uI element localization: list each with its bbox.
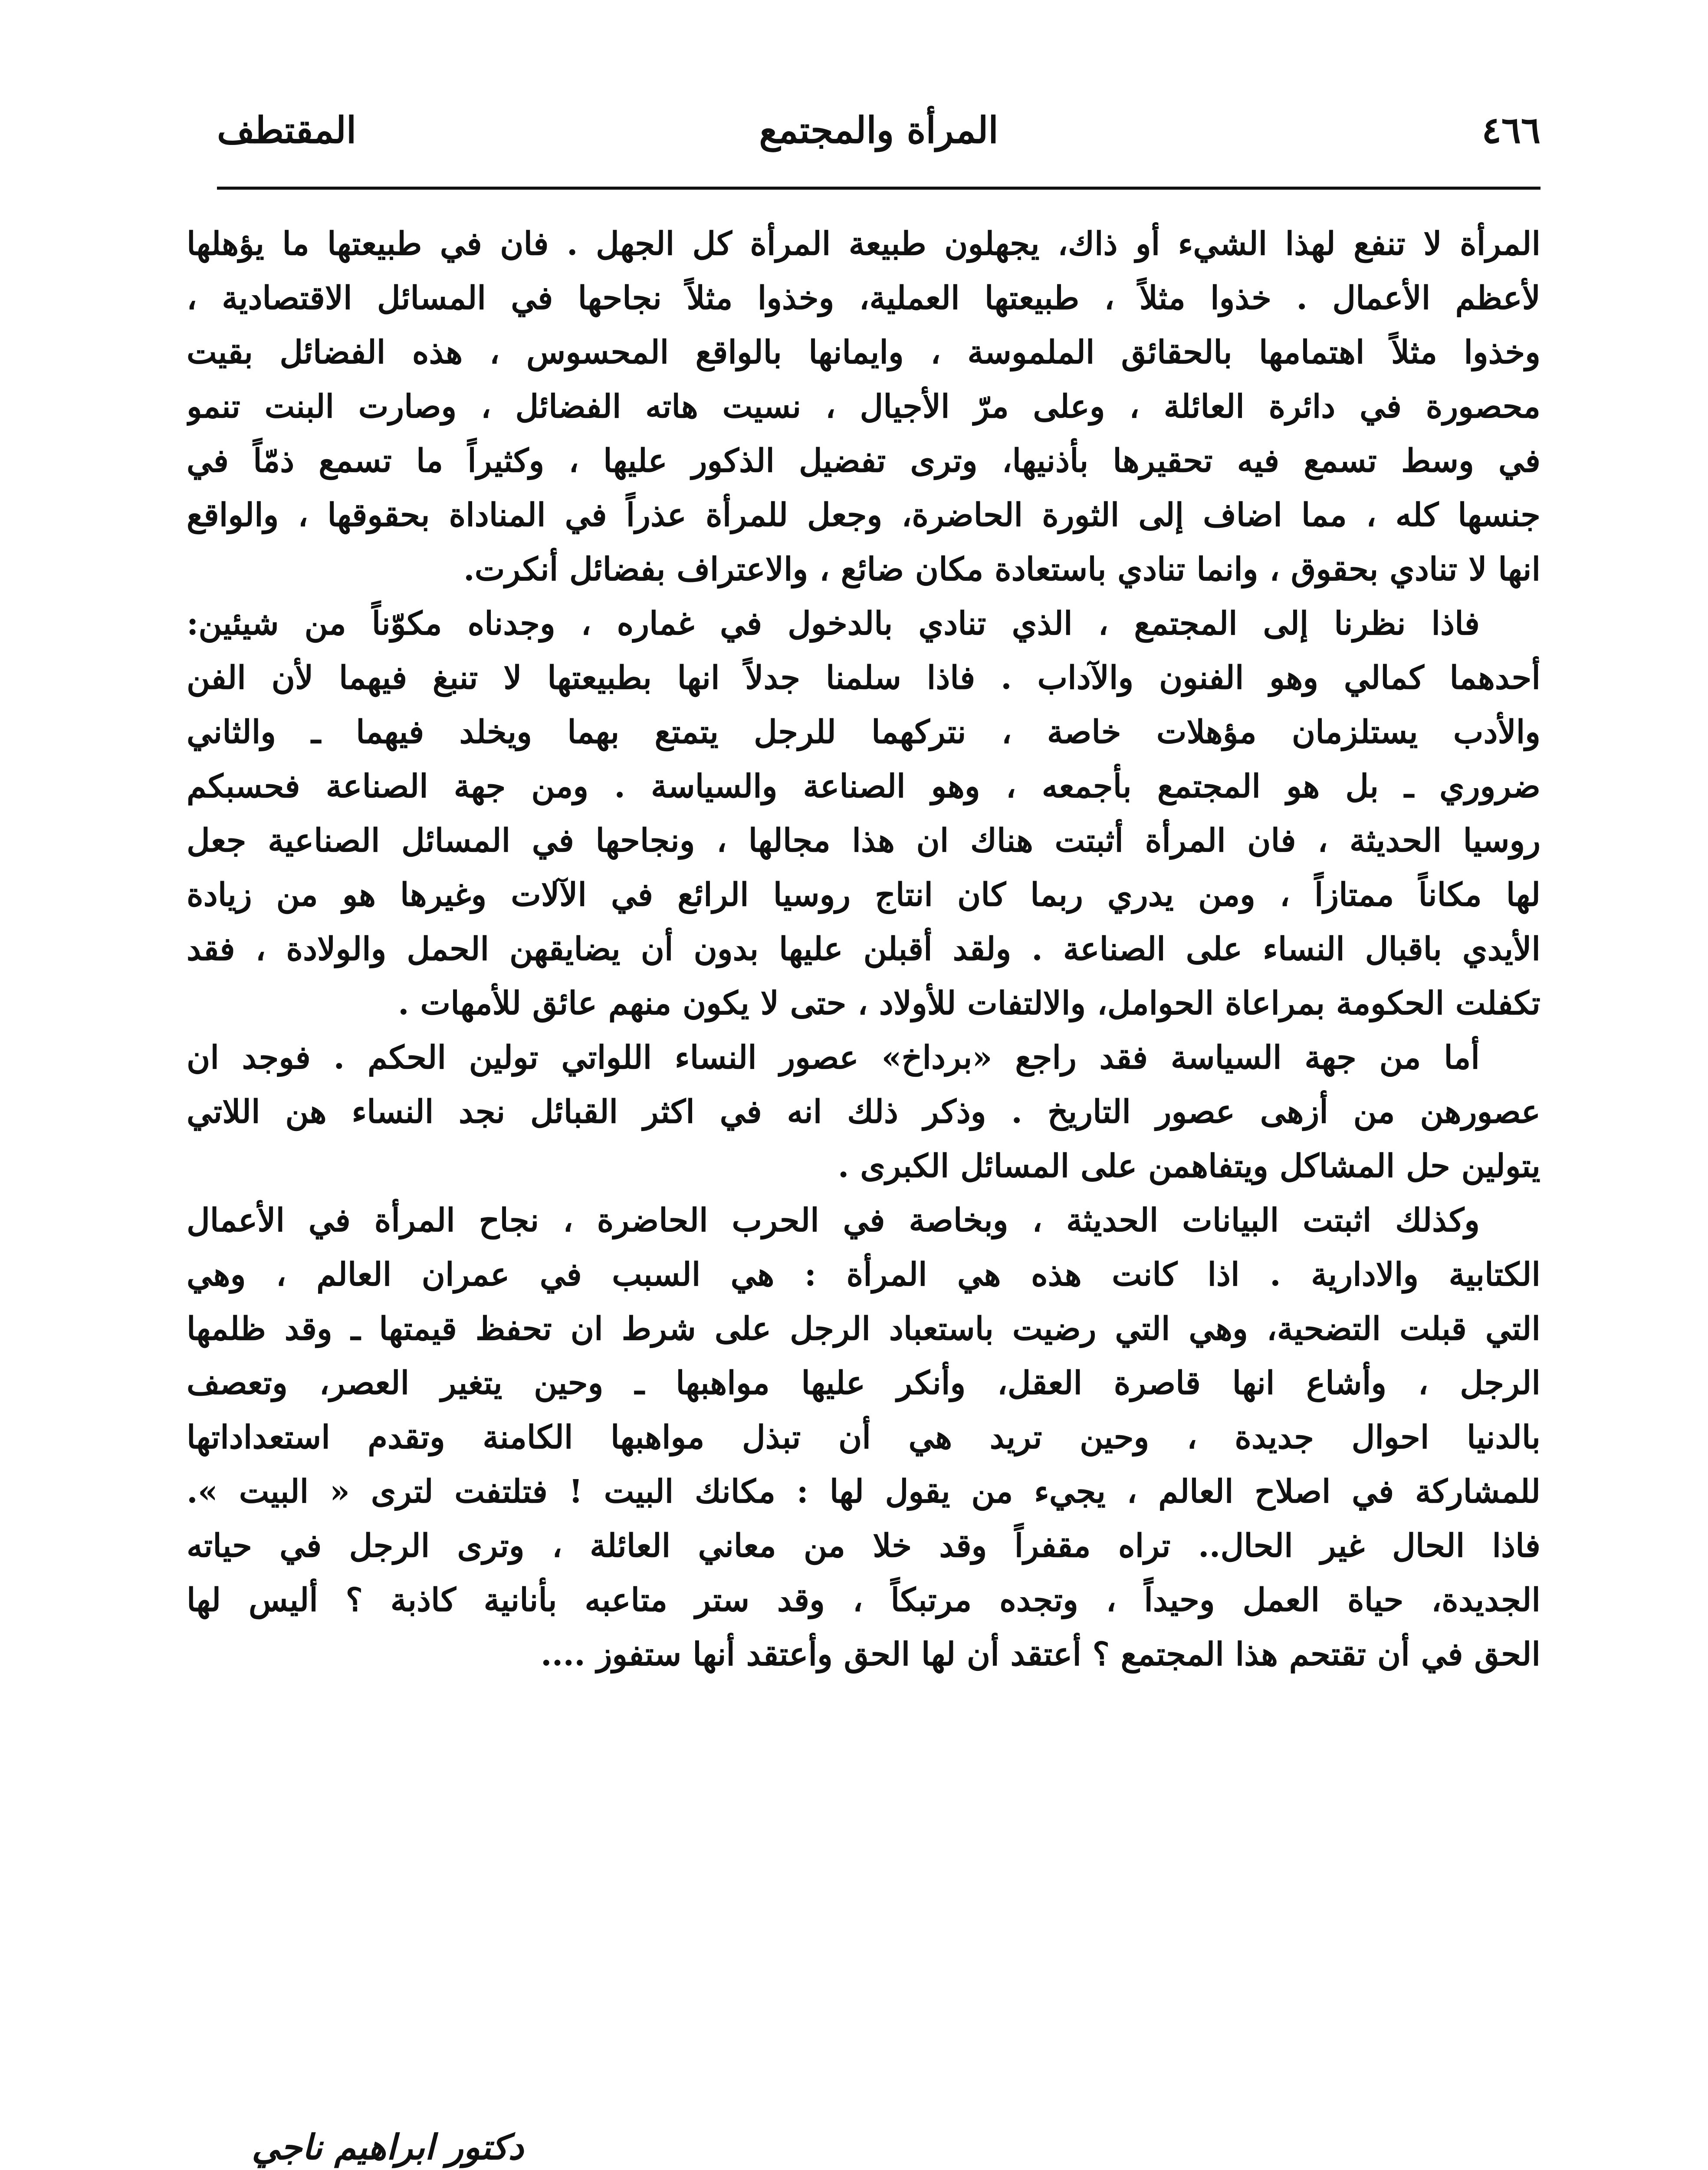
author-signature: دكتور ابراهيم ناجي bbox=[252, 2127, 524, 2167]
text-line: لها مكاناً ممتازاً ، ومن يدري ربما كان انتاج روسيا الرائع في الآلات وغيرها هو من زيادة bbox=[187, 876, 1540, 914]
page-number: ٤٦٦ bbox=[1481, 108, 1540, 151]
text-line: عصورهن من أزهى عصور التاريخ . وذكر ذلك انه في اكثر القبائل نجد النساء هن اللاتي bbox=[187, 1093, 1540, 1131]
text-line: فاذا نظرنا إلى المجتمع ، الذي تنادي بالدخول في غماره ، وجدناه مكوّناً من شيئين: bbox=[187, 605, 1480, 642]
text-line: الرجل ، وأشاع انها قاصرة العقل، وأنكر عليها مواهبها ـ وحين يتغير العصر، وتعصف bbox=[187, 1364, 1540, 1402]
running-title: المرأة والمجتمع bbox=[759, 108, 999, 151]
text-line: الحق في أن تقتحم هذا المجتمع ؟ أعتقد أن لها الحق وأعتقد أنها ستفوز .... bbox=[540, 1636, 1540, 1673]
text-line: بالدنيا احوال جديدة ، وحين تريد هي أن تبذل مواهبها الكامنة وتقدم استعداداتها bbox=[187, 1419, 1540, 1456]
text-line: لأعظم الأعمال . خذوا مثلاً ، طبيعتها العملية، وخذوا مثلاً نجاحها في المسائل الاقتصادية ، bbox=[187, 279, 1540, 317]
text-line: فاذا الحال غير الحال.. تراه مقفراً وقد خلا من معاني العائلة ، وترى الرجل في حياته bbox=[187, 1527, 1540, 1565]
text-line: أحدهما كمالي وهو الفنون والآداب . فاذا سلمنا جدلاً انها بطبيعتها لا تنبغ فيهما لأن الفن bbox=[187, 659, 1540, 697]
text-line: للمشاركة في اصلاح العالم ، يجيء من يقول لها : مكانك البيت ! فتلتفت لترى « البيت ». bbox=[187, 1473, 1540, 1510]
page-header bbox=[217, 104, 1540, 174]
text-line: تكفلت الحكومة بمراعاة الحوامل، والالتفات للأولاد ، حتى لا يكون منهم عائق للأمهات . bbox=[398, 985, 1540, 1022]
text-line: والأدب يستلزمان مؤهلات خاصة ، نتركهما للرجل يتمتع بهما ويخلد فيهما ـ والثاني bbox=[187, 713, 1540, 751]
text-line: محصورة في دائرة العائلة ، وعلى مرّ الأجيال ، نسيت هاته الفضائل ، وصارت البنت تنمو bbox=[187, 388, 1540, 425]
text-line: يتولين حل المشاكل ويتفاهمن على المسائل الكبرى . bbox=[838, 1147, 1540, 1185]
header-rule bbox=[217, 187, 1540, 190]
journal-name: المقتطف bbox=[217, 108, 357, 151]
text-line: الكتابية والادارية . اذا كانت هذه هي المرأة : هي السبب في عمران العالم ، وهي bbox=[187, 1256, 1540, 1293]
text-line: المرأة لا تنفع لهذا الشيء أو ذاك، يجهلون طبيعة المرأة كل الجهل . فان في طبيعتها ما يؤهلها bbox=[187, 225, 1540, 263]
text-line: انها لا تنادي بحقوق ، وانما تنادي باستعادة مكان ضائع ، والاعتراف بفضائل أنكرت. bbox=[463, 551, 1540, 588]
text-line: جنسها كله ، مما اضاف إلى الثورة الحاضرة، وجعل للمرأة عذراً في المناداة بحقوقها ، والواقع bbox=[187, 496, 1540, 534]
text-line: التي قبلت التضحية، وهي التي رضيت باستعباد الرجل على شرط ان تحفظ قيمتها ـ وقد ظلمها bbox=[187, 1310, 1540, 1348]
text-line: الأيدي باقبال النساء على الصناعة . ولقد أقبلن عليها بدون أن يضايقهن الحمل والولادة ، فقد bbox=[187, 930, 1540, 968]
text-line: وخذوا مثلاً اهتمامها بالحقائق الملموسة ، وايمانها بالواقع المحسوس ، هذه الفضائل بقيت bbox=[187, 334, 1540, 371]
text-line: أما من جهة السياسة فقد راجع «برداخ» عصور النساء اللواتي تولين الحكم . فوجد ان bbox=[187, 1039, 1480, 1076]
text-line: الجديدة، حياة العمل وحيداً ، وتجده مرتبكاً ، وقد ستر متاعبه بأنانية كاذبة ؟ أليس لها bbox=[187, 1581, 1540, 1619]
text-line: ضروري ـ بل هو المجتمع بأجمعه ، وهو الصناعة والسياسة . ومن جهة الصناعة فحسبكم bbox=[187, 768, 1540, 805]
text-line: في وسط تسمع فيه تحقيرها بأذنيها، وترى تفضيل الذكور عليها ، وكثيراً ما تسمع ذمّاً في bbox=[187, 442, 1540, 480]
text-line: وكذلك اثبتت البيانات الحديثة ، وبخاصة في الحرب الحاضرة ، نجاح المرأة في الأعمال bbox=[187, 1202, 1480, 1239]
text-line: روسيا الحديثة ، فان المرأة أثبتت هناك ان هذا مجالها ، ونجاحها في المسائل الصناعية جعل bbox=[187, 822, 1540, 859]
article-body bbox=[187, 217, 1540, 1682]
